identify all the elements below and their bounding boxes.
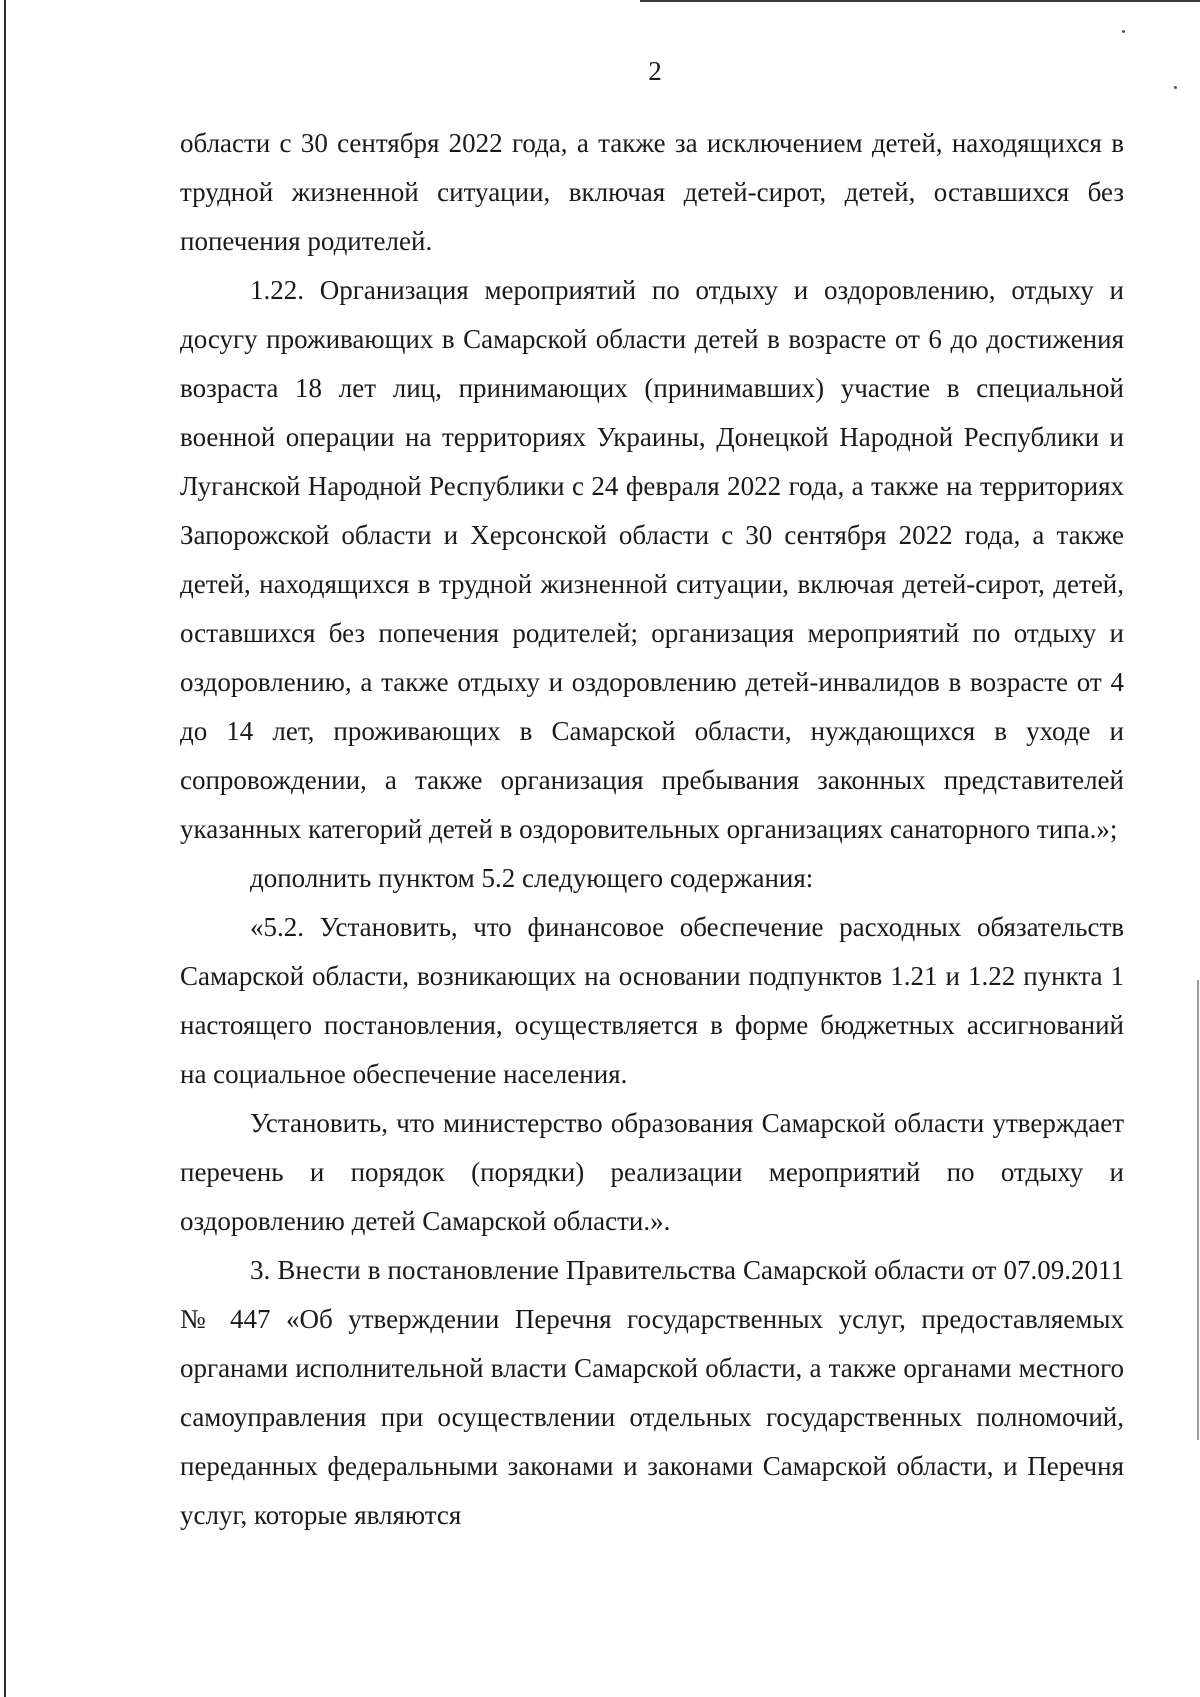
paragraph-item-5-2: «5.2. Установить, что финансовое обеспечение расходных обязательств Самарской области, возникающих на основании подпунктов 1.21 и 1.22 пункта 1 настоящего постановления, осуществляется в форме бюджетных ассигнований на социальное обеспечение населения.	[180, 912, 1124, 1089]
scan-speck	[1122, 30, 1125, 33]
document-body	[180, 119, 1124, 1540]
paragraph-amendment-intro: дополнить пунктом 5.2 следующего содержания:	[250, 863, 814, 893]
paragraph-item-3: 3. Внести в постановление Правительства Самарской области от 07.09.2011 № 447 «Об утверждении Перечня государственных услуг, предоставляемых органами исполнительной власти Самарской области, а также органами местного самоуправления при осуществлении отдельных государственных полномочий, переданных федеральными законами и законами Самарской области, и Перечня услуг, которые являются	[180, 1255, 1124, 1530]
scan-border-top	[640, 0, 1200, 2]
paragraph-item-1-22: 1.22. Организация мероприятий по отдыху и оздоровлению, отдыху и досугу проживающих в Самарской области детей в возрасте от 6 до достижения возраста 18 лет лиц, принимающих (принимавших) участие в специальной военной операции на территориях Украины, Донецкой Народной Республики и Луганской Народной Республики с 24 февраля 2022 года, а также на территориях Запорожской области и Херсонской области с 30 сентября 2022 года, а также детей, находящихся в трудной жизненной ситуации, включая детей-сирот, детей, оставшихся без попечения родителей; организация мероприятий по отдыху и оздоровлению, а также отдыху и оздоровлению детей-инвалидов в возрасте от 4 до 14 лет, проживающих в Самарской области, нуждающихся в уходе и сопровождении, а также организация пребывания законных представителей указанных категорий детей в оздоровительных организациях санаторного типа.»;	[180, 275, 1124, 844]
paragraph-ministry: Установить, что министерство образования Самарской области утверждает перечень и порядок (порядки) реализации мероприятий по отдыху и оздоровлению детей Самарской области.».	[180, 1108, 1124, 1236]
paragraph-continuation: области с 30 сентября 2022 года, а также за исключением детей, находящихся в трудной жизненной ситуации, включая детей-сирот, детей, оставшихся без попечения родителей.	[180, 128, 1124, 256]
page-number: 2	[648, 56, 662, 86]
scan-border-right	[1197, 980, 1199, 1440]
scan-border-left	[4, 0, 6, 1697]
